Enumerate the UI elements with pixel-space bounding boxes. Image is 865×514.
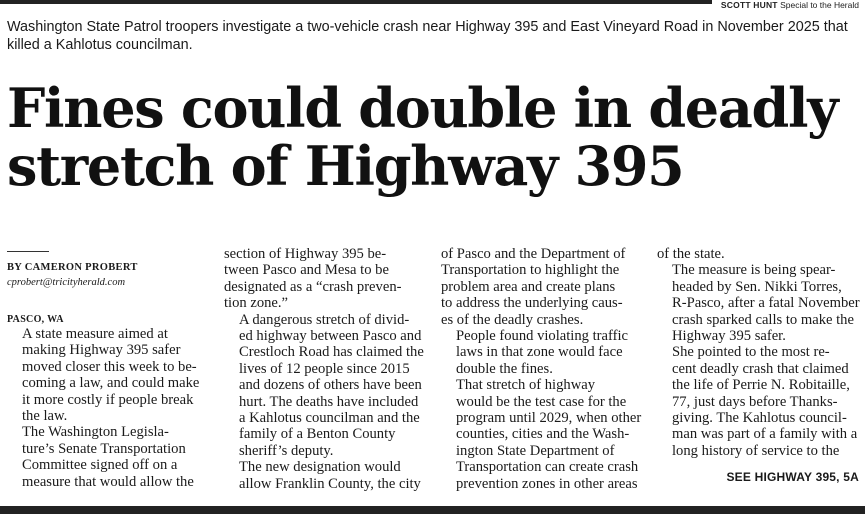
article-line: ington State Department of bbox=[456, 442, 615, 459]
article-line: of Pasco and the Department of bbox=[441, 246, 626, 262]
article-line: That stretch of highway bbox=[456, 377, 596, 394]
article-line: Highway 395 safer. bbox=[672, 328, 786, 345]
headline bbox=[7, 76, 862, 198]
article-line: crash sparked calls to make the bbox=[672, 311, 854, 328]
article-line: R-Pasco, after a fatal November bbox=[672, 295, 860, 312]
article-paragraph bbox=[441, 246, 646, 328]
article-line: headed by Sen. Nikki Torres, bbox=[672, 278, 842, 295]
article-paragraph bbox=[224, 459, 424, 492]
article-line: the life of Perrie N. Robitaille, bbox=[672, 377, 850, 394]
article-line: People found violating traffic bbox=[456, 328, 628, 345]
article-line: the law. bbox=[22, 408, 68, 425]
article-line: The measure is being spear- bbox=[672, 262, 836, 279]
byline-rule bbox=[7, 251, 49, 252]
article-column-1 bbox=[7, 326, 207, 490]
article-line: The Washington Legisla- bbox=[22, 424, 169, 441]
article-line: allow Franklin County, the city bbox=[239, 475, 421, 492]
article-line: giving. The Kahlotus council- bbox=[672, 410, 847, 427]
article-line: section of Highway 395 be- bbox=[224, 246, 387, 262]
article-line: designated as a “crash preven- bbox=[224, 278, 402, 295]
headline-line-1: Fines could double in deadly bbox=[7, 76, 838, 140]
article-line: to address the underlying caus- bbox=[441, 295, 623, 312]
article-line: A dangerous stretch of divid- bbox=[239, 311, 410, 328]
article-line: long history of service to the bbox=[672, 442, 840, 459]
article-column-2 bbox=[224, 246, 424, 492]
article-paragraph bbox=[7, 326, 207, 424]
article-line: She pointed to the most re- bbox=[672, 344, 830, 361]
article-line: program until 2029, when other bbox=[456, 410, 642, 427]
article-line: coming a law, and could make bbox=[22, 375, 200, 392]
article-line: es of the deadly crashes. bbox=[441, 311, 584, 328]
article-line: Committee signed off on a bbox=[22, 457, 178, 474]
photo-caption: Washington State Patrol troopers investigate a two-vehicle crash near Highway 395 and East Vineyard Road in November 2025 that killed a Kahlotus councilman. bbox=[7, 19, 848, 53]
article-line: it more costly if people break bbox=[22, 391, 194, 408]
article-line: sheriff’s deputy. bbox=[239, 442, 334, 459]
article-line: tion zone.” bbox=[224, 295, 289, 312]
article-line: Transportation to highlight the bbox=[441, 262, 620, 279]
photo-credit-photographer: SCOTT HUNT bbox=[720, 0, 778, 10]
article-line: cent deadly crash that claimed bbox=[672, 360, 849, 377]
article-line: double the fines. bbox=[456, 360, 553, 377]
article-line: ture’s Senate Transportation bbox=[22, 440, 186, 457]
article-line: moved closer this week to be- bbox=[22, 358, 197, 375]
article-line: lives of 12 people since 2015 bbox=[239, 360, 410, 377]
article-column-4 bbox=[657, 246, 859, 459]
article-line: prevention zones in other areas bbox=[456, 475, 638, 492]
article-line: man was part of a family with a bbox=[672, 426, 858, 443]
byline: BY CAMERON PROBERT bbox=[7, 262, 138, 273]
article-line: A state measure aimed at bbox=[22, 326, 168, 342]
article-paragraph bbox=[657, 246, 859, 262]
article-line: laws in that zone would face bbox=[456, 344, 623, 361]
article-line: family of a Benton County bbox=[239, 426, 396, 443]
article-line: Transportation can create crash bbox=[456, 459, 639, 476]
photo-credit bbox=[721, 0, 859, 10]
article-paragraph bbox=[224, 312, 424, 460]
article-line: problem area and create plans bbox=[441, 278, 616, 295]
bottom-rule bbox=[0, 506, 865, 514]
article-line: counties, cities and the Wash- bbox=[456, 426, 630, 443]
article-paragraph bbox=[657, 344, 859, 459]
article-line: of the state. bbox=[657, 246, 725, 262]
jump-line-link[interactable]: SEE HIGHWAY 395, 5A bbox=[726, 470, 859, 484]
article-line: ed highway between Pasco and bbox=[239, 328, 422, 345]
author-email[interactable]: cprobert@tricityherald.com bbox=[7, 277, 126, 288]
article-paragraph bbox=[224, 246, 424, 312]
article-line: Crestloch Road has claimed the bbox=[239, 344, 424, 361]
article-line: tween Pasco and Mesa to be bbox=[224, 262, 389, 279]
article-paragraph bbox=[657, 262, 859, 344]
article-line: making Highway 395 safer bbox=[22, 342, 181, 359]
article-line: The new designation would bbox=[239, 459, 401, 476]
article-line: 77, just days before Thanks- bbox=[672, 393, 838, 410]
article-paragraph bbox=[7, 424, 207, 490]
article-line: would be the test case for the bbox=[456, 393, 627, 410]
article-paragraph bbox=[441, 328, 646, 377]
article-line: a Kahlotus councilman and the bbox=[239, 410, 420, 427]
top-rule-bar bbox=[0, 0, 712, 4]
article-line: measure that would allow the bbox=[22, 473, 194, 490]
article-column-3 bbox=[441, 246, 646, 492]
dateline: PASCO, WA bbox=[7, 314, 64, 325]
article-line: and dozens of others have been bbox=[239, 377, 422, 394]
article-paragraph bbox=[441, 377, 646, 492]
article-line: hurt. The deaths have included bbox=[239, 393, 419, 410]
headline-line-2: stretch of Highway 395 bbox=[7, 134, 684, 198]
photo-credit-affiliation: Special to the Herald bbox=[780, 0, 859, 10]
